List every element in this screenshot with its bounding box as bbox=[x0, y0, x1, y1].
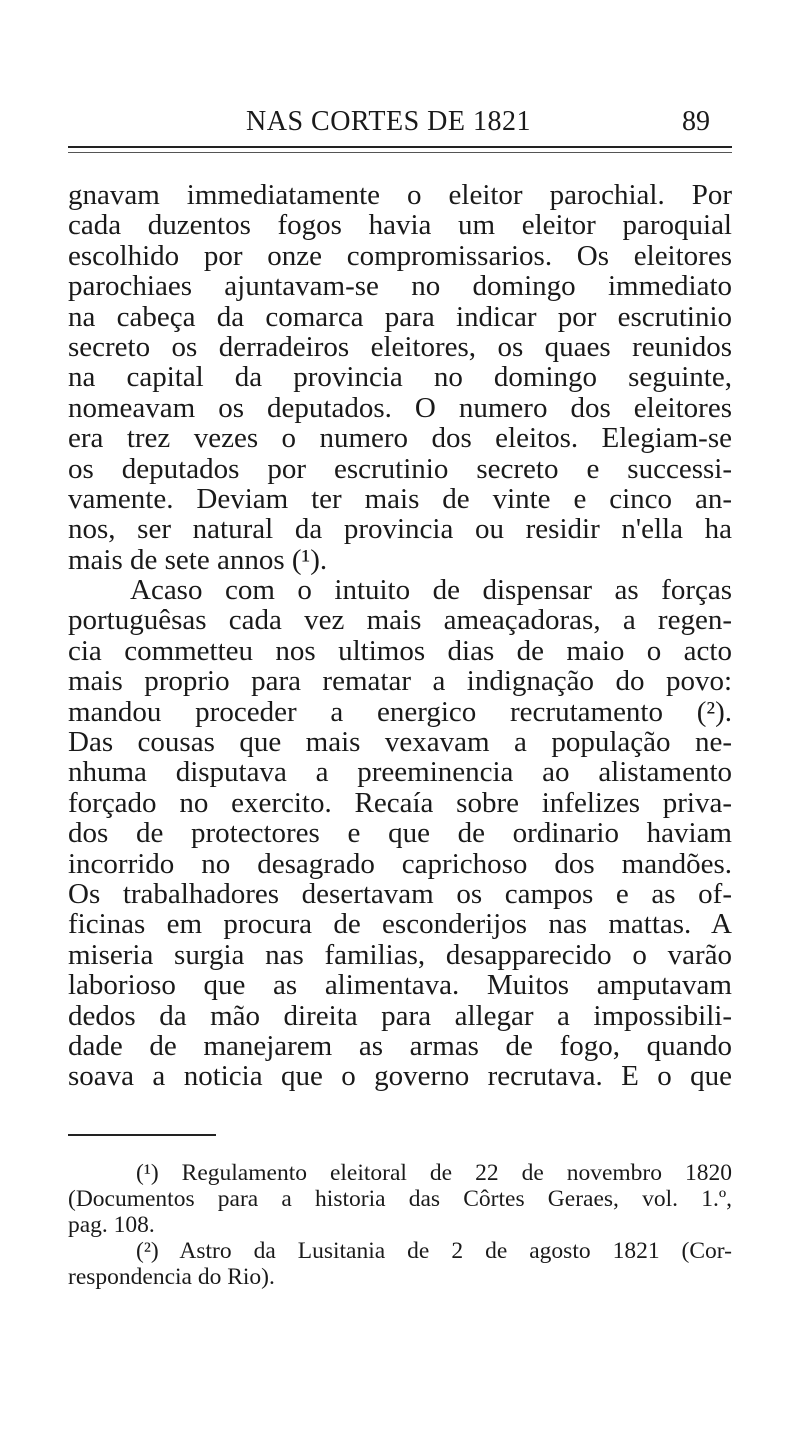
text-line: gnavam immediatamente o eleitor parochial. Por bbox=[68, 180, 732, 211]
text-line: era trez vezes o numero dos eleitos. Elegiam-se bbox=[68, 423, 732, 454]
footnote-1-line: (Documentos para a historia das Côrtes Geraes, vol. 1.º, bbox=[68, 1186, 732, 1212]
text-line: nhuma disputava a preeminencia ao alistamento bbox=[68, 757, 732, 788]
footnote-2-line: respondencia do Rio). bbox=[68, 1264, 275, 1290]
footnote-rule bbox=[68, 1134, 216, 1136]
text-line: mais de sete annos (¹). bbox=[68, 544, 328, 576]
text-line: Os trabalhadores desertavam os campos e as of- bbox=[68, 878, 732, 910]
text-line: cia commetteu nos ultimos dias de maio o acto bbox=[68, 635, 732, 667]
text-line: cada duzentos fogos havia um eleitor paroquial bbox=[68, 210, 732, 241]
text-line: na cabeça da comarca para indicar por escrutinio bbox=[68, 301, 732, 332]
text-line: ficinas em procura de esconderijos nas mattas. A bbox=[68, 909, 732, 940]
text-line: incorrido no desagrado caprichoso dos mandões. bbox=[68, 848, 732, 879]
text-line: escolhido por onze compromissarios. Os eleitores bbox=[68, 240, 732, 272]
text-line: secreto os derradeiros eleitores, os quaes reunidos bbox=[68, 331, 732, 363]
text-line: vamente. Deviam ter mais de vinte e cinco an- bbox=[68, 483, 732, 515]
text-line: dedos da mão direita para allegar a impossibili- bbox=[68, 1000, 732, 1031]
footnotes bbox=[68, 1160, 732, 1290]
text-line: laborioso que as alimentava. Muitos amputavam bbox=[68, 970, 732, 1001]
header-rule bbox=[68, 146, 732, 148]
text-line: nos, ser natural da provincia ou residir n'ella ha bbox=[68, 514, 732, 545]
body-text bbox=[68, 180, 732, 1092]
text-line: Das cousas que mais vexavam a população ne- bbox=[68, 727, 732, 758]
text-line: mandou proceder a energico recrutamento (²). bbox=[68, 696, 732, 728]
text-line: forçado no exercito. Recaía sobre infelizes priva- bbox=[68, 787, 732, 819]
text-line: mais proprio para rematar a indignação do povo: bbox=[68, 666, 732, 697]
footnote-2-line: (²) Astro da Lusitania de 2 de agosto 1821 (Cor- bbox=[136, 1238, 732, 1264]
footnote-1-line: (¹) Regulamento eleitoral de 22 de novembro 1820 bbox=[136, 1160, 732, 1186]
text-line: nomeavam os deputados. O numero dos eleitores bbox=[68, 392, 732, 424]
text-line: parochiaes ajuntavam-se no domingo immediato bbox=[68, 271, 732, 302]
running-head bbox=[68, 106, 732, 146]
text-line: soava a noticia que o governo recrutava. E o que bbox=[68, 1061, 732, 1092]
page-number: 89 bbox=[682, 106, 710, 137]
text-line: portuguêsas cada vez mais ameaçadoras, a regen- bbox=[68, 605, 732, 636]
text-line: dos de protectores e que de ordinario haviam bbox=[68, 818, 732, 849]
text-line: na capital da provincia no domingo seguinte, bbox=[68, 362, 732, 393]
text-line: os deputados por escrutinio secreto e successi- bbox=[68, 453, 732, 484]
header-rule-thin bbox=[68, 152, 732, 153]
text-line: dade de manejarem as armas de fogo, quando bbox=[68, 1030, 732, 1062]
text-line: miseria surgia nas familias, desapparecido o varão bbox=[68, 939, 732, 971]
running-title: NAS CORTES DE 1821 bbox=[246, 106, 532, 137]
footnote-1-line: pag. 108. bbox=[68, 1212, 155, 1238]
paragraph-start-line: Acaso com o intuito de dispensar as forças bbox=[130, 575, 732, 606]
